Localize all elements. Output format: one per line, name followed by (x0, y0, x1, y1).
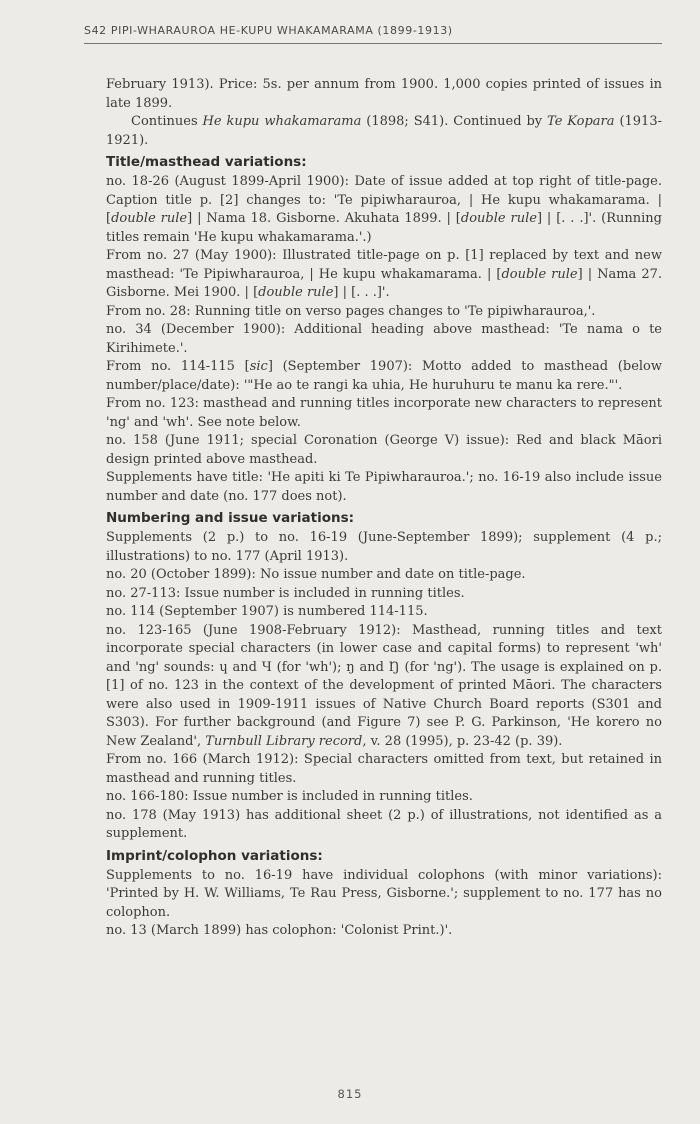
title-entry: no. 158 (June 1911; special Coronation (George V) issue): Red and black Māori design printed above masthead. (106, 433, 662, 467)
italic-term: double rule (460, 211, 537, 226)
text-run: ] | [. . .]'. (Running titles remain 'He kupu whakamarama.'.) (106, 211, 662, 245)
text-run: no. 123-165 (June 1908-February 1912): Masthead, running titles and text incorporate special characters (in lower case and capital forms) to represent 'wh' and 'ng' sounds: ɥ and Ɥ (for 'wh'); ŋ and Ŋ (for 'ng'). The usage is explained on p. [1] of no. 123 in the context of the development of printed Māori. The characters were also used in 1909-1911 issues of Native Church Board reports (S301 and S303). For further background (and Figure 7) see P. G. Parkinson, 'He korero no New Zealand', (106, 622, 662, 749)
numbering-entry: no. 178 (May 1913) has additional sheet (2 p.) of illustrations, not identified as a supplement. (106, 807, 662, 841)
text-run: ] (September 1907): Motto added to masthead (below number/place/date): '"He ao te rangi ka uhia, He huruhuru te manu ka rere."'. (106, 359, 663, 393)
text-run: From no. 27 (May 1900): Illustrated title-page on p. [1] replaced by text and new masthead: 'Te Pipiwharauroa, | He kupu whakamarama. | [ (106, 248, 662, 282)
text-run: (1913-1921). (106, 114, 662, 148)
running-head: S42 PIPI-WHARAUROA HE-KUPU WHAKAMARAMA (1899-1913) (84, 24, 662, 44)
numbering-entry: From no. 166 (March 1912): Special characters omitted from text, but retained in masthead and running titles. (106, 752, 662, 786)
page-body (106, 76, 662, 941)
numbering-entry (106, 622, 662, 752)
text-run: , v. 28 (1995), p. 23-42 (p. 39). (362, 733, 563, 749)
numbering-entry: no. 166-180: Issue number is included in running titles. (106, 789, 473, 804)
numbering-entry: no. 114 (September 1907) is numbered 114-115. (106, 604, 428, 619)
imprint-entry: Supplements to no. 16-19 have individual colophons (with minor variations): 'Printed by H. W. Williams, Te Rau Press, Gisborne.'; supplement to no. 177 has no colophon. (106, 867, 662, 920)
title-entry: no. 34 (December 1900): Additional heading above masthead: 'Te nama o te Kirihimete.'. (106, 322, 662, 356)
title-entry: Supplements have title: 'He apiti ki Te Pipiwharauroa.'; no. 16-19 also include issue number and date (no. 177 does not). (106, 470, 662, 504)
italic-term: double rule (501, 266, 578, 282)
text-run: (1898; S41). Continued by (361, 114, 548, 129)
italic-term: double rule (111, 211, 188, 226)
section-heading-imprint: Imprint/colophon variations: (106, 847, 323, 864)
italic-title: Turnbull Library record (205, 733, 363, 749)
text-run: ] | Nama 18. Gisborne. Akuhata 1899. | [ (187, 211, 461, 226)
section-heading-title: Title/masthead variations: (106, 154, 307, 170)
continues-paragraph (106, 113, 662, 150)
numbering-entry: no. 20 (October 1899): No issue number and date on title-page. (106, 567, 526, 582)
italic-term: double rule (258, 285, 334, 300)
intro-paragraph: February 1913). Price: 5s. per annum from 1900. 1,000 copies printed of issues in late 1899. (106, 77, 662, 111)
text-run: From no. 114-115 [ (106, 359, 250, 374)
text-run: Continues (131, 114, 203, 129)
italic-title: Te Kopara (547, 114, 615, 129)
text-run: ] | Nama 27. Gisborne. Mei 1900. | [ (106, 266, 662, 300)
imprint-entry: no. 13 (March 1899) has colophon: 'Colonist Print.)'. (106, 923, 453, 938)
title-entry: From no. 28: Running title on verso pages changes to 'Te pipiwharauroa,'. (106, 303, 596, 319)
numbering-entry: no. 27-113: Issue number is included in running titles. (106, 585, 465, 601)
numbering-entry: Supplements (2 p.) to no. 16-19 (June-September 1899); supplement (4 p.; illustrations) to no. 177 (April 1913). (106, 530, 662, 564)
italic-title: He kupu whakamarama (202, 114, 362, 129)
page-number: 815 (337, 1087, 363, 1101)
text-run: ] | [. . .]'. (333, 285, 390, 300)
title-entry (106, 358, 662, 395)
section-heading-numbering: Numbering and issue variations: (106, 510, 355, 526)
text-run: no. 18-26 (August 1899-April 1900): Date of issue added at top right of title-page. Caption title p. [2] changes to: 'Te pipiwharauroa, | He kupu whakamarama. | [ (106, 174, 662, 226)
title-entry (106, 247, 662, 303)
title-entry (106, 173, 662, 247)
title-entry: From no. 123: masthead and running titles incorporate new characters to represent 'ng' and 'wh'. See note below. (106, 396, 662, 430)
italic-term: sic (249, 359, 268, 374)
